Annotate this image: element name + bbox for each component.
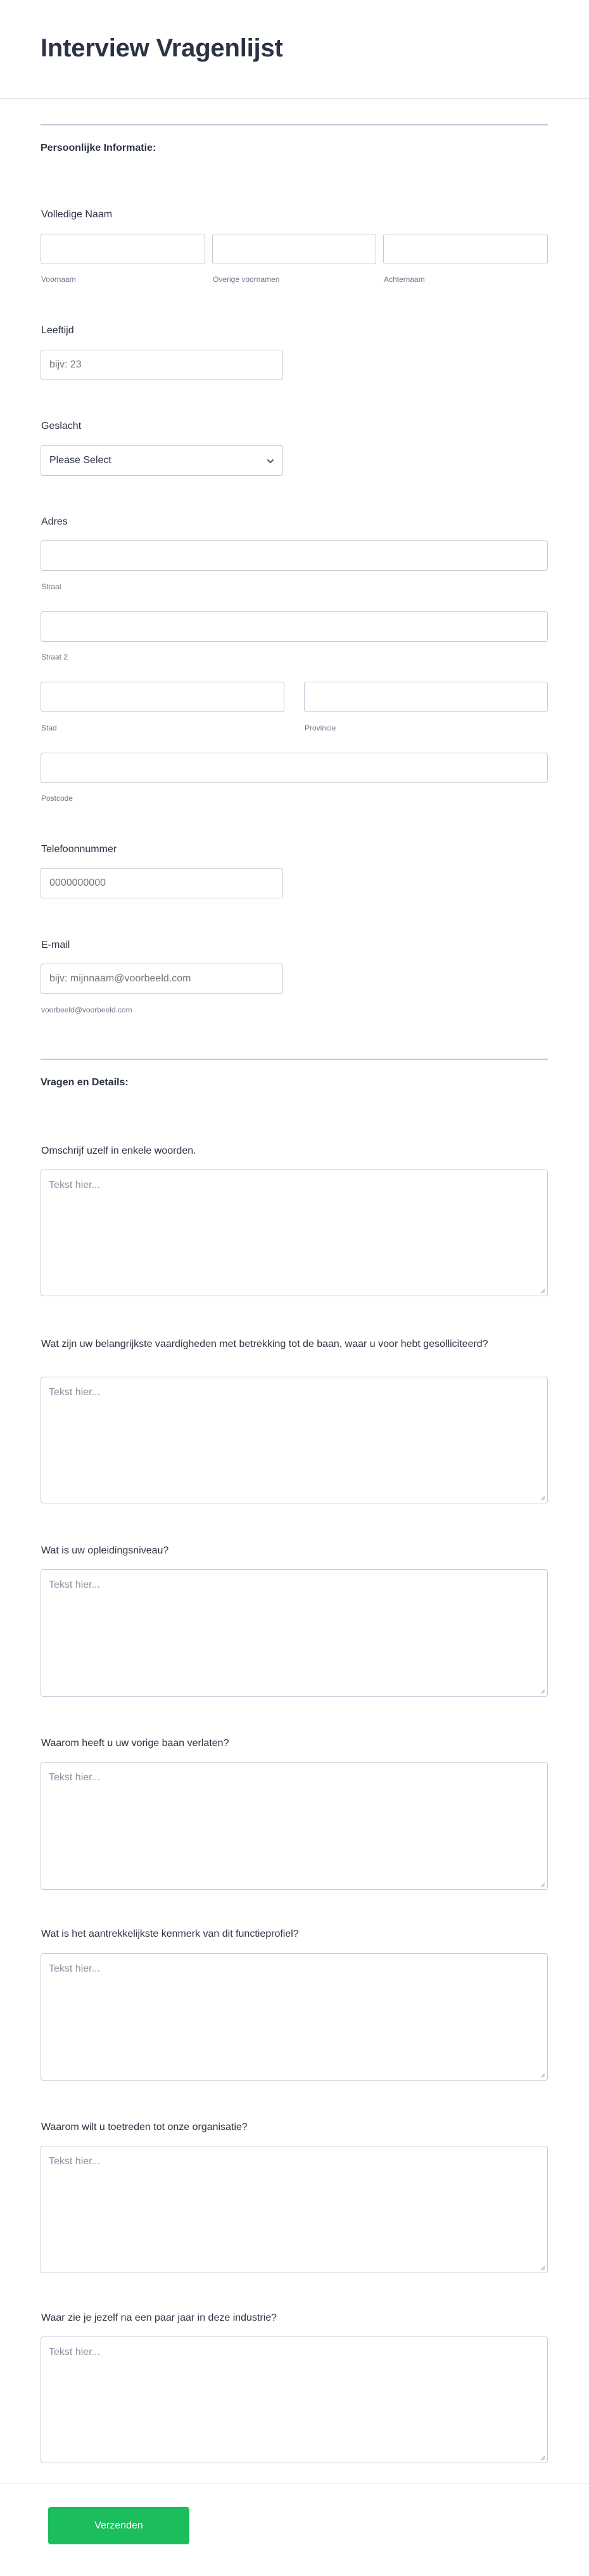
question-textarea-2[interactable] [41,1377,548,1503]
address-label: Adres [41,516,68,527]
textarea-placeholder: Tekst hier... [49,1963,100,1974]
question-label-6: Waarom wilt u toetreden tot onze organisatie? [41,2122,248,2133]
first-name-input[interactable] [41,234,205,264]
last-name-input[interactable] [383,234,548,264]
gender-label: Geslacht [41,421,82,431]
age-label: Leeftijd [41,325,74,336]
section-divider-personal [41,124,548,125]
city-input[interactable] [41,682,284,712]
full-name-label: Volledige Naam [41,209,113,220]
textarea-placeholder: Tekst hier... [49,1387,100,1398]
textarea-placeholder: Tekst hier... [49,1772,100,1783]
section-heading-personal: Persoonlijke Informatie: [41,143,156,153]
street2-sublabel: Straat 2 [41,653,68,661]
textarea-placeholder: Tekst hier... [49,1579,100,1590]
email-input[interactable] [41,964,283,994]
city-sublabel: Stad [41,724,57,732]
section-heading-questions: Vragen en Details: [41,1077,129,1088]
question-label-2: Wat zijn uw belangrijkste vaardigheden met betrekking tot de baan, waar u voor hebt gesolliciteerd? [41,1339,488,1349]
gender-select[interactable] [41,445,283,476]
textarea-placeholder: Tekst hier... [49,2156,100,2167]
question-textarea-5[interactable] [41,1953,548,2081]
question-textarea-4[interactable] [41,1762,548,1890]
middle-name-sublabel: Overige voornamen [213,275,280,284]
question-label-3: Wat is uw opleidingsniveau? [41,1545,169,1556]
first-name-sublabel: Voornaam [41,275,76,284]
email-sublabel: voorbeeld@voorbeeld.com [41,1005,132,1014]
question-label-4: Waarom heeft u uw vorige baan verlaten? [41,1738,229,1749]
question-textarea-7[interactable] [41,2337,548,2463]
question-textarea-3[interactable] [41,1569,548,1697]
resize-grip-icon[interactable] [539,2454,545,2461]
section-divider-questions [41,1059,548,1060]
resize-grip-icon[interactable] [539,1287,545,1294]
resize-grip-icon[interactable] [539,1688,545,1694]
question-textarea-6[interactable] [41,2146,548,2273]
resize-grip-icon[interactable] [539,2072,545,2078]
province-sublabel: Provincie [305,724,336,732]
footer-divider [0,2483,589,2484]
last-name-sublabel: Achternaam [384,275,425,284]
question-textarea-1[interactable] [41,1170,548,1296]
chevron-down-icon [266,457,275,466]
middle-name-input[interactable] [212,234,376,264]
resize-grip-icon[interactable] [539,1881,545,1887]
phone-input[interactable] [41,868,283,898]
age-input[interactable] [41,350,283,380]
form-title: Interview Vragenlijst [41,34,283,62]
street-input[interactable] [41,540,548,571]
street-sublabel: Straat [41,582,62,591]
postcode-sublabel: Postcode [41,794,73,803]
header-divider [0,98,589,99]
province-input[interactable] [304,682,548,712]
resize-grip-icon[interactable] [539,2264,545,2271]
submit-button[interactable]: Verzenden [48,2507,189,2544]
email-label: E-mail [41,940,70,950]
question-label-5: Wat is het aantrekkelijkste kenmerk van dit functieprofiel? [41,1929,299,1939]
textarea-placeholder: Tekst hier... [49,2347,100,2357]
phone-label: Telefoonnummer [41,844,117,855]
resize-grip-icon[interactable] [539,1495,545,1501]
question-label-7: Waar zie je jezelf na een paar jaar in deze industrie? [41,2312,277,2323]
gender-selected-value: Please Select [49,455,111,466]
postcode-input[interactable] [41,753,548,783]
street2-input[interactable] [41,611,548,642]
textarea-placeholder: Tekst hier... [49,1180,100,1190]
question-label-1: Omschrijf uzelf in enkele woorden. [41,1145,196,1156]
